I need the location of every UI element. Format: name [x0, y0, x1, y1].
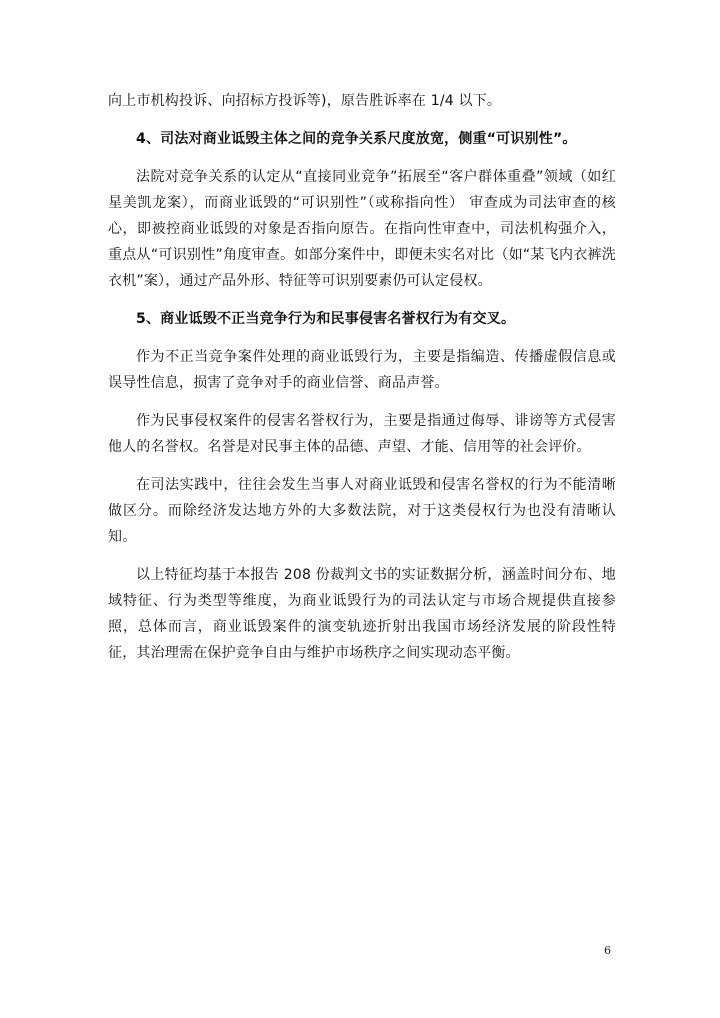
paragraph-continuation: 向上市机构投诉、向招标方投诉等)，原告胜诉率在 1/4 以下。 — [108, 93, 502, 109]
section-heading-5: 5、商业诋毁不正当竞争行为和民事侵害名誉权行为有交叉。 — [136, 311, 516, 327]
section-heading-4: 4、司法对商业诋毁主体之间的竞争关系尺度放宽，侧重“可识别性”。 — [136, 131, 577, 147]
paragraph-summary: 以上特征均基于本报告 208 份裁判文书的实证数据分析，涵盖时间分布、地域特征、行为类型等维度，为商业诋毁行为的司法认定与市场合规提供直接参照，总体而言，商业诋毁案件的演变轨迹折射出我国市场经济发展的阶段性特征，其治理需在保护竞争自由与维护市场秩序之间实现动态平衡。 — [108, 567, 616, 661]
paragraph-commercial-defamation: 作为不正当竞争案件处理的商业诋毁行为，主要是指编造、传播虚假信息或误导性信息，损害了竞争对手的商业信誉、商品声誉。 — [108, 349, 616, 391]
page-number: 6 — [604, 944, 611, 957]
paragraph-competition-relationship: 法院对竞争关系的认定从“直接同业竞争”拓展至“客户群体重叠”领域（如红星美凯龙案），而商业诋毁的“可识别性”（或称指向性） 审查成为司法审查的核心，即被控商业诋毁的对象是否指向原告。在指向性审查中，司法机构强介入，重点从“可识别性”角度审查。如部分案件中，即便未实名对比（如“某飞内衣裤洗衣机”案），通过产品外形、特征等可识别要素仍可认定侵权。 — [108, 169, 616, 289]
page-body — [108, 88, 616, 666]
paragraph-judicial-practice: 在司法实践中，往往会发生当事人对商业诋毁和侵害名誉权的行为不能清晰做区分。而除经济发达地方外的大多数法院，对于这类侵权行为也没有清晰认知。 — [108, 477, 616, 545]
paragraph-reputation-infringement: 作为民事侵权案件的侵害名誉权行为，主要是指通过侮辱、诽谤等方式侵害他人的名誉权。名誉是对民事主体的品德、声望、才能、信用等的社会评价。 — [108, 413, 616, 455]
